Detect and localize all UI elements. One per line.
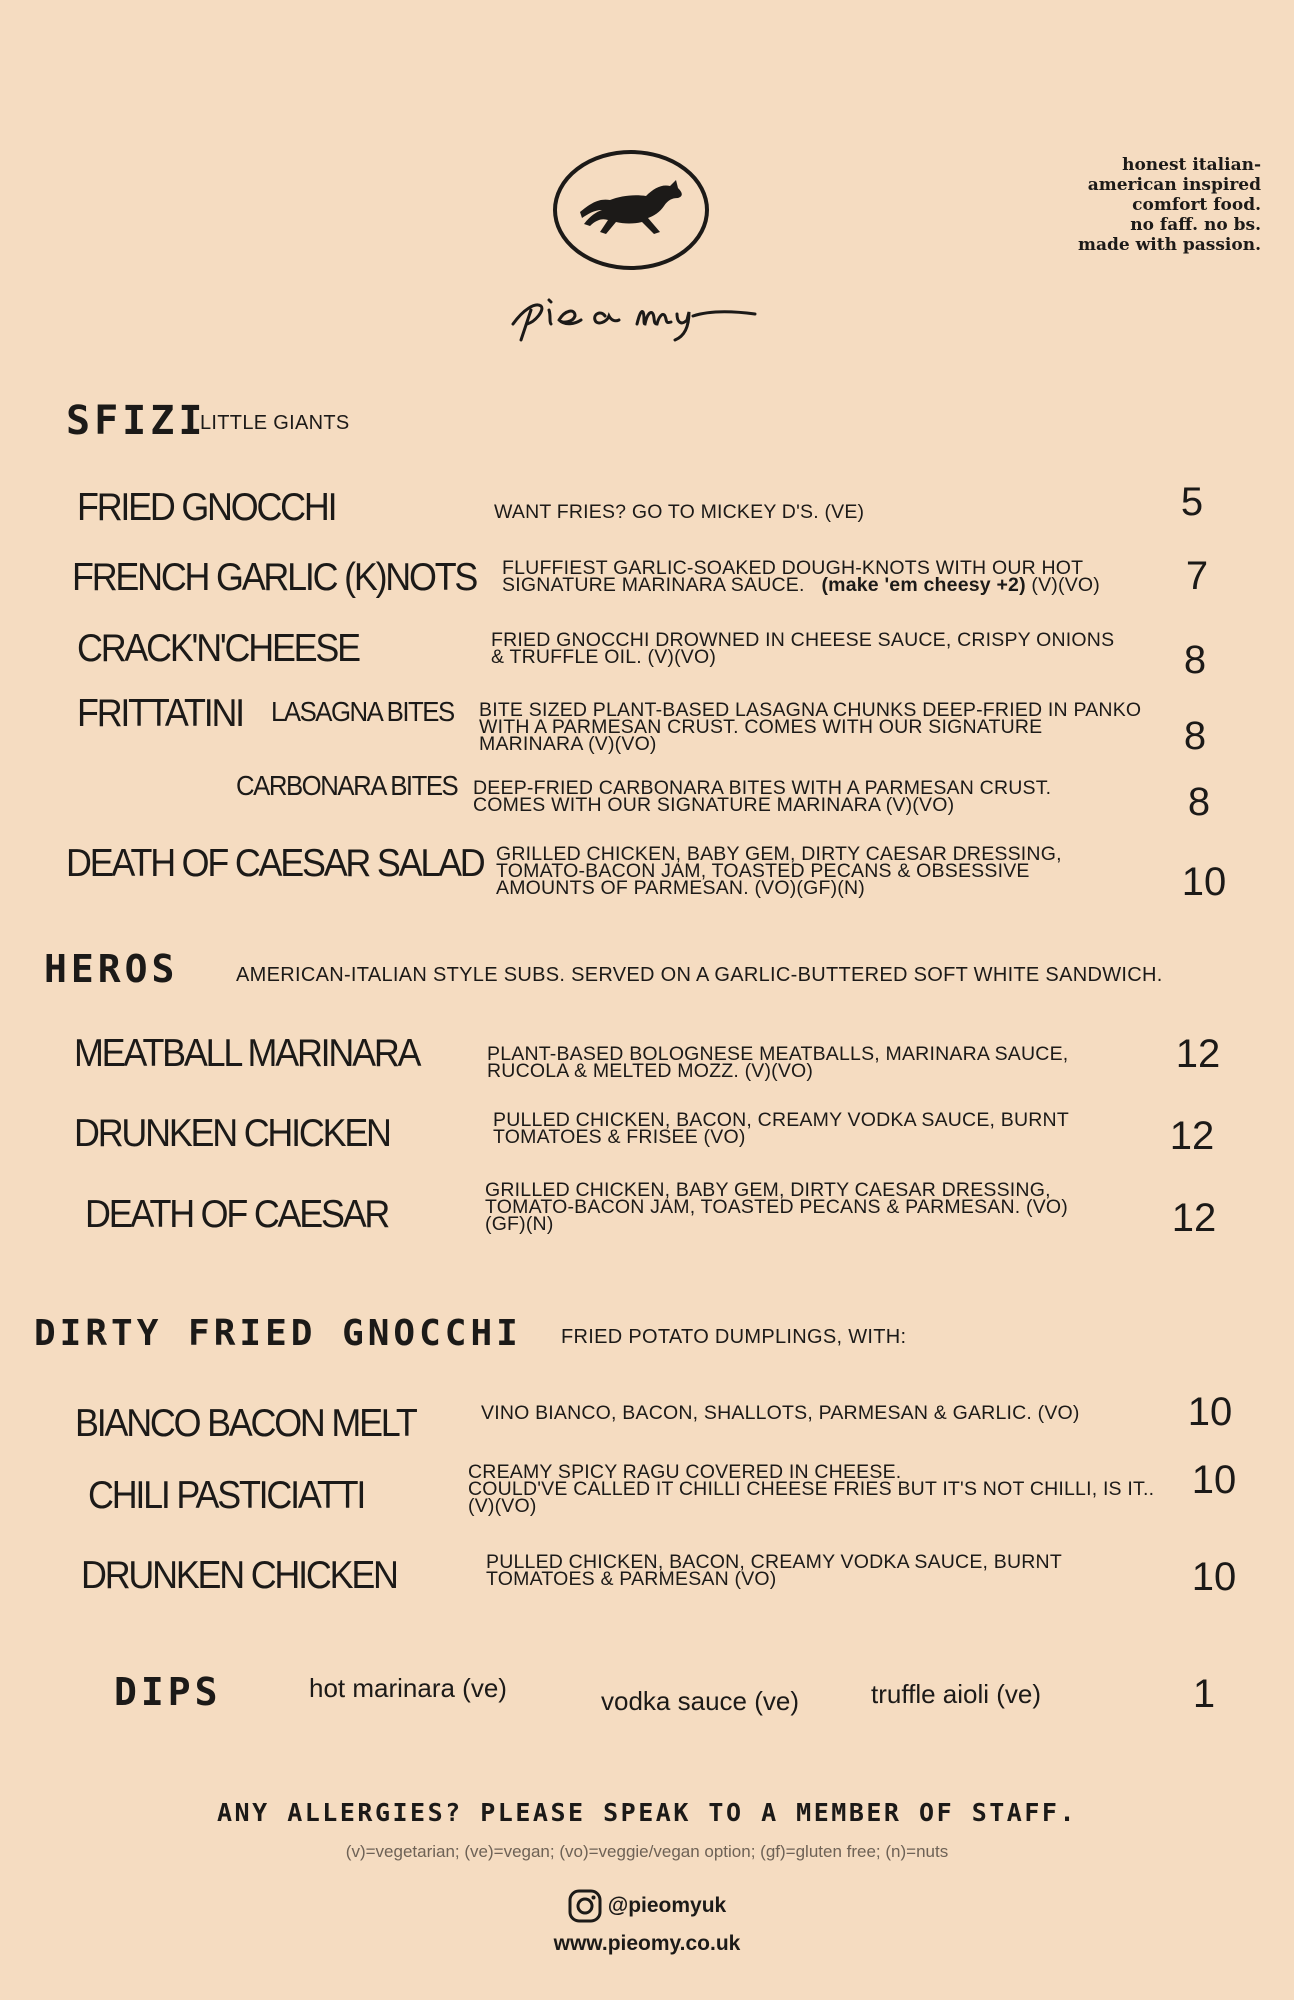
dip-item: truffle aioli (ve) (871, 1679, 1042, 1709)
menu-item-name: FRIED GNOCCHI (77, 486, 336, 529)
dip-item: hot marinara (ve) (309, 1673, 507, 1703)
menu-item-description: DEEP-FRIED CARBONARA BITES WITH A PARMESAN CRUST. COMES WITH OUR SIGNATURE MARINARA (V)(VO) (473, 777, 1052, 816)
menu-item-price: 10 (1191, 1458, 1237, 1502)
section-subtitle-heros: AMERICAN-ITALIAN STYLE SUBS. SERVED ON A GARLIC-BUTTERED SOFT WHITE SANDWICH. (236, 964, 1163, 986)
social-row (0, 1889, 1294, 1923)
allergy-notice: ANY ALLERGIES? PLEASE SPEAK TO A MEMBER OF STAFF. (216, 1798, 1077, 1827)
instagram-icon[interactable] (568, 1889, 602, 1923)
menu-item-description: BITE SIZED PLANT-BASED LASAGNA CHUNKS DEEP-FRIED IN PANKO WITH A PARMESAN CRUST. COMES WITH OUR SIGNATURE MARINARA (V)(VO) (479, 699, 1142, 755)
menu-item-description: CREAMY SPICY RAGU COVERED IN CHEESE. COULD'VE CALLED IT CHILLI CHEESE FRIES BUT IT'S NOT CHILLI, IS IT.. (V)(VO) (468, 1461, 1155, 1517)
section-subtitle-sfizi: LITTLE GIANTS (200, 412, 350, 434)
menu-item-description: PULLED CHICKEN, BACON, CREAMY VODKA SAUCE, BURNT TOMATOES & FRISEE (VO) (493, 1109, 1069, 1148)
running-horse-icon (550, 148, 712, 272)
menu-item-subname: LASAGNA BITES (271, 696, 454, 727)
menu-item-description: GRILLED CHICKEN, BABY GEM, DIRTY CAESAR DRESSING, TOMATO-BACON JAM, TOASTED PECANS & PARMESAN. (VO) (GF)(N) (485, 1179, 1068, 1235)
logo-wordmark (505, 280, 765, 342)
menu-item-name: DEATH OF CAESAR (85, 1193, 389, 1236)
menu-item-price: 8 (1183, 638, 1207, 682)
menu-item-price: 10 (1187, 1390, 1233, 1434)
menu-item-price: 8 (1183, 714, 1207, 758)
logo-emblem (550, 148, 712, 272)
menu-item-price: 10 (1191, 1555, 1237, 1599)
menu-item-name: DRUNKEN CHICKEN (74, 1112, 390, 1155)
menu-item-description: PLANT-BASED BOLOGNESE MEATBALLS, MARINARA SAUCE, RUCOLA & MELTED MOZZ. (V)(VO) (487, 1043, 1069, 1082)
menu-item-price: 12 (1169, 1114, 1215, 1158)
menu-item-price: 12 (1171, 1196, 1217, 1240)
dip-price: 1 (1192, 1672, 1216, 1716)
menu-item-name: MEATBALL MARINARA (74, 1032, 420, 1075)
menu-item-price: 12 (1175, 1032, 1221, 1076)
website-link[interactable]: www.pieomy.co.uk (553, 1932, 741, 1955)
menu-item-description: VINO BIANCO, BACON, SHALLOTS, PARMESAN & GARLIC. (VO) (481, 1402, 1080, 1424)
dietary-key: (v)=vegetarian; (ve)=vegan; (vo)=veggie/vegan option; (gf)=gluten free; (n)=nuts (345, 1842, 949, 1861)
section-title-heros: HEROS (44, 947, 179, 991)
menu-item-description: PULLED CHICKEN, BACON, CREAMY VODKA SAUCE, BURNT TOMATOES & PARMESAN (VO) (486, 1551, 1062, 1590)
dip-item: vodka sauce (ve) (601, 1686, 799, 1716)
menu-item-description: WANT FRIES? GO TO MICKEY D'S. (VE) (494, 501, 865, 523)
menu-item-price: 7 (1185, 554, 1209, 598)
menu-item-name: CRACK'N'CHEESE (77, 627, 359, 670)
menu-item-name: CHILI PASTICIATTI (88, 1474, 365, 1517)
menu-item-name: DEATH OF CAESAR SALAD (66, 842, 484, 885)
menu-item-price: 5 (1180, 480, 1204, 524)
section-subtitle-gnocchi: FRIED POTATO DUMPLINGS, WITH: (561, 1326, 907, 1348)
menu-item-description: FLUFFIEST GARLIC-SOAKED DOUGH-KNOTS WITH OUR HOT SIGNATURE MARINARA SAUCE. (make 'em cheesy +2) (V)(VO) (502, 557, 1100, 596)
section-title-dips: DIPS (114, 1670, 222, 1714)
menu-item-description: FRIED GNOCCHI DROWNED IN CHEESE SAUCE, CRISPY ONIONS & TRUFFLE OIL. (V)(VO) (491, 629, 1115, 668)
menu-item-description: GRILLED CHICKEN, BABY GEM, DIRTY CAESAR DRESSING, TOMATO-BACON JAM, TOASTED PECANS & OBSESSIVE AMOUNTS OF PARMESAN. (VO)(GF)(N) (496, 843, 1062, 899)
menu-item-price: 8 (1187, 780, 1211, 824)
brand-tagline: honest italian- american inspired comfort food. no faff. no bs. made with passion. (1078, 155, 1261, 255)
menu-item-name: FRENCH GARLIC (K)NOTS (72, 556, 477, 599)
menu-item-name: FRITTATINI (77, 692, 243, 735)
menu-item-name: BIANCO BACON MELT (75, 1402, 416, 1445)
instagram-handle[interactable]: @pieomyuk (607, 1894, 727, 1917)
section-title-gnocchi: DIRTY FRIED GNOCCHI (34, 1313, 522, 1354)
menu-item-price: 10 (1181, 860, 1227, 904)
section-title-sfizi: SFIZI (66, 398, 207, 444)
menu-item-subname: CARBONARA BITES (236, 770, 458, 801)
menu-item-name: DRUNKEN CHICKEN (81, 1554, 397, 1597)
